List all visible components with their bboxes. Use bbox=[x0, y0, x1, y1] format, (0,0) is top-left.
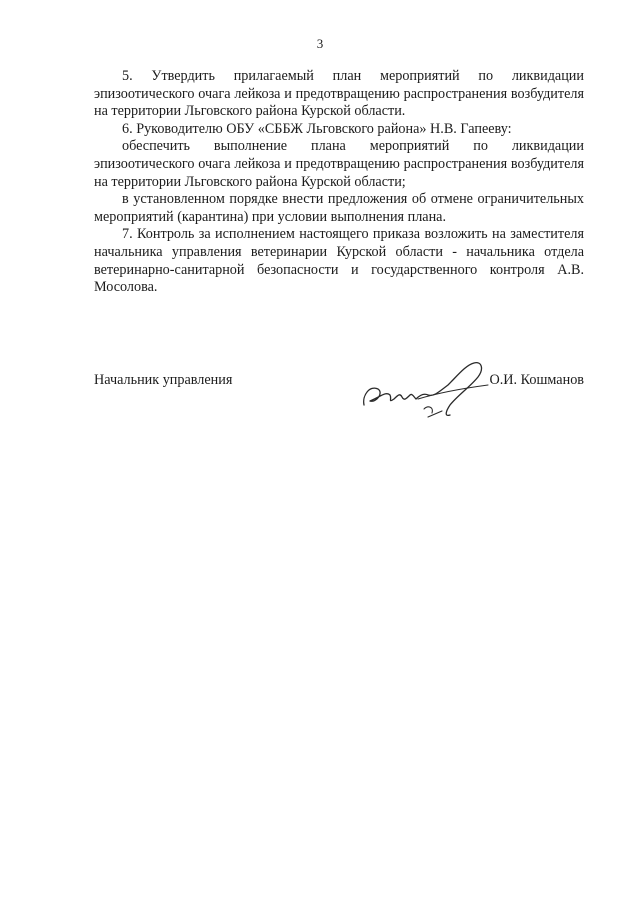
paragraph-item-6: 6. Руководителю ОБУ «СББЖ Льговского района» Н.В. Гапееву: bbox=[122, 120, 512, 137]
paragraph-item-7: 7. Контроль за исполнением настоящего приказа возложить на заместителя начальника управления ветеринарии Курской области - начальника отдела ветеринарно-санитарной безопасности и государственного контроля А.В. Мосолова. bbox=[94, 226, 584, 296]
paragraph-item-5: 5. Утвердить прилагаемый план мероприятий по ликвидации эпизоотического очага лейкоза и предотвращению распространения возбудителя на территории Льговского района Курской области. bbox=[94, 68, 584, 120]
signatory-name: О.И. Кошманов bbox=[489, 372, 584, 388]
document-body bbox=[94, 68, 584, 297]
paragraph-item-6-ensure: обеспечить выполнение плана мероприятий по ликвидации эпизоотического очага лейкоза и предотвращению распространения возбудителя на территории Льговского района Курской области; bbox=[94, 138, 584, 190]
signature-block bbox=[94, 355, 584, 425]
signatory-title: Начальник управления bbox=[94, 372, 233, 388]
handwritten-signature bbox=[358, 355, 508, 425]
paragraph-item-6-propose: в установленном порядке внести предложения об отмене ограничительных мероприятий (карантина) при условии выполнения плана. bbox=[94, 191, 584, 225]
page-number: 3 bbox=[316, 36, 324, 51]
